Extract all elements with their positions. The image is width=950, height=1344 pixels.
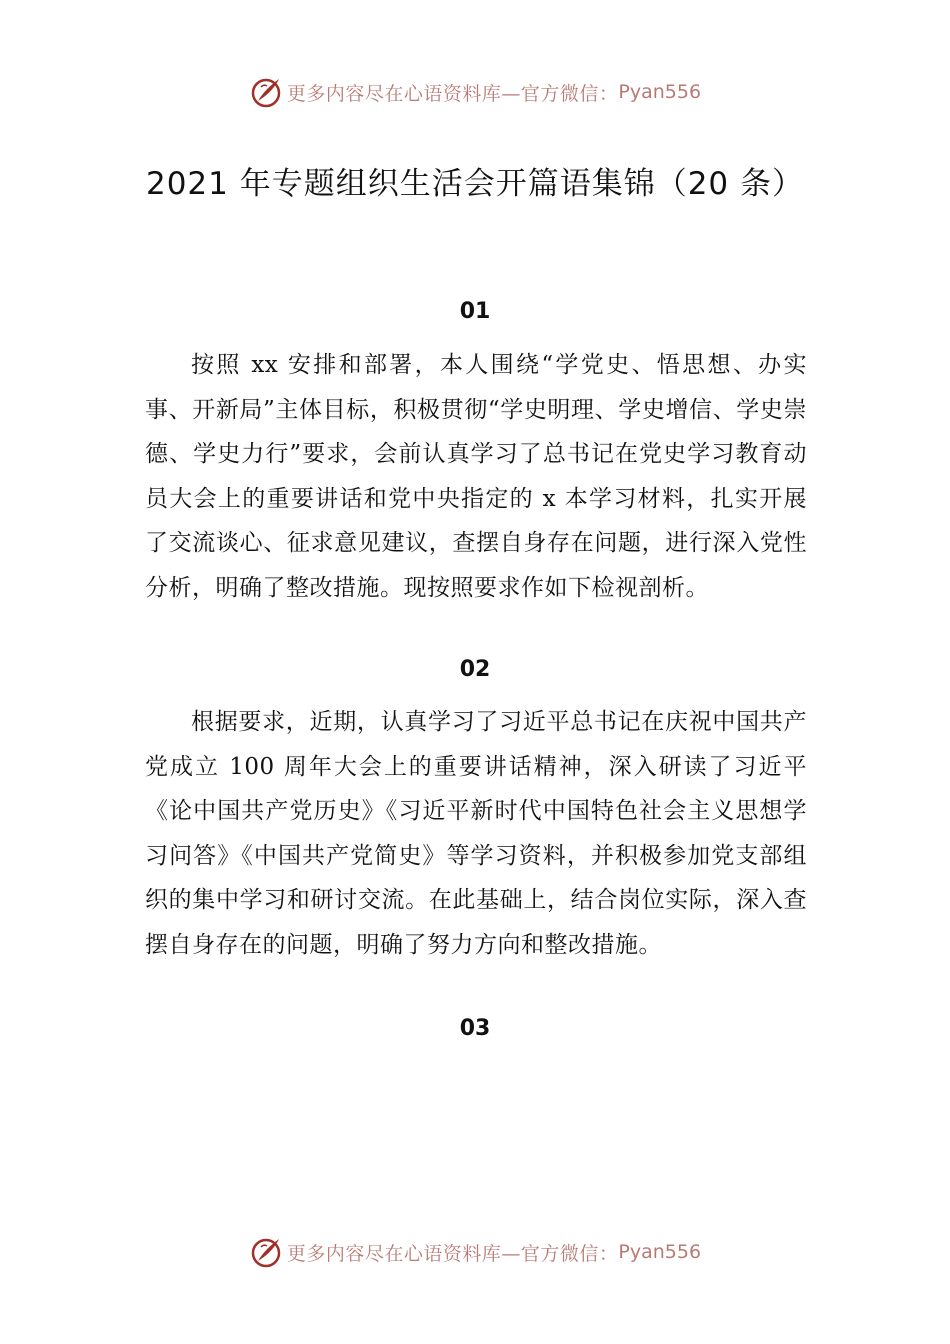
section-number: 02 [459,657,491,682]
banner-wechat-id: Pyan556 [618,81,702,103]
section-paragraph: 按照 xx 安排和部署，本人围绕“学党史、悟思想、办实事、开新局”主体目标，积极贯彻“学史明理、学史增信、学史崇德、学史力行”要求，会前认真学习了总书记在党史学习教育动员大会上的重要讲话和党中央指定的 x 本学习材料，扎实开展了交流谈心、征求意见建议，查摆自身存在问题，进行深入党性分析，明确了整改措施。现按照要求作如下检视剖析。 [145,352,807,601]
footer-banner [0,1232,950,1272]
header-banner [0,72,950,112]
banner-text: 更多内容尽在心语资料库—官方微信： [286,82,619,105]
document-title: 2021 年专题组织生活会开篇语集锦（20 条） [145,166,805,202]
quill-logo-icon [249,75,283,109]
section-number: 01 [459,299,491,324]
banner-text: 更多内容尽在心语资料库—官方微信： [286,1242,619,1265]
banner-wechat-id: Pyan556 [618,1241,702,1263]
quill-logo-icon [249,1235,283,1269]
section-number: 03 [459,1016,491,1041]
section-paragraph: 根据要求，近期，认真学习了习近平总书记在庆祝中国共产党成立 100 周年大会上的重要讲话精神，深入研读了习近平《论中国共产党历史》《习近平新时代中国特色社会主义思想学习问答》《中国共产党简史》等学习资料，并积极参加党支部组织的集中学习和研讨交流。在此基础上，结合岗位实际，深入查摆自身存在的问题，明确了努力方向和整改措施。 [145,709,807,958]
